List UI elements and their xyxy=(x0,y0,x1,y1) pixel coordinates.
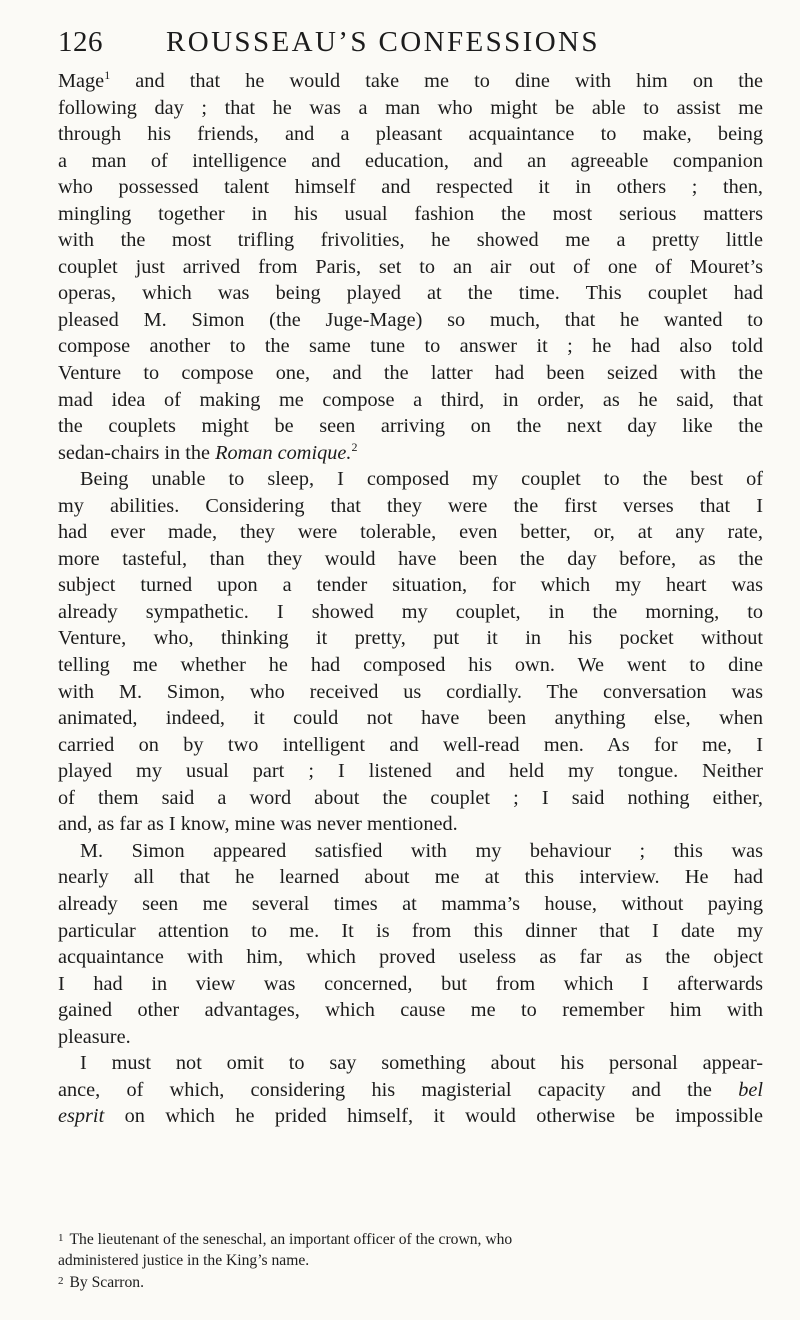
text-line xyxy=(58,864,763,891)
italic-text: bel xyxy=(738,1078,763,1101)
text-line xyxy=(58,732,763,759)
text-line xyxy=(58,466,763,493)
text-run: M. Simon appeared satisfied with my behaviour ; this was xyxy=(80,839,763,862)
text-line xyxy=(58,971,763,998)
text-line xyxy=(58,918,763,945)
text-line xyxy=(58,652,763,679)
text-line xyxy=(58,333,763,360)
text-run: compose another to the same tune to answer it ; he had also told xyxy=(58,335,763,358)
text-line xyxy=(58,599,763,626)
text-run: carried on by two intelligent and well-read men. As for me, I xyxy=(58,733,763,756)
page-header xyxy=(58,24,758,64)
italic-text: esprit xyxy=(58,1105,105,1128)
text-line xyxy=(58,838,763,865)
text-line xyxy=(58,1103,763,1130)
text-run: sedan-chairs in the xyxy=(58,441,216,464)
text-run: telling me whether he had composed his own. We went to dine xyxy=(58,654,763,677)
text-line xyxy=(58,705,763,732)
text-line xyxy=(58,944,763,971)
text-run: Venture, who, thinking it pretty, put it in his pocket without xyxy=(58,627,763,650)
text-line xyxy=(58,254,763,281)
text-run: the couplets might be seen arriving on the next day like the xyxy=(58,415,763,438)
text-run: acquaintance with him, which proved useless as far as the object xyxy=(58,946,763,969)
text-line xyxy=(58,1050,763,1077)
text-line xyxy=(58,785,763,812)
text-run: through his friends, and a pleasant acquaintance to make, being xyxy=(58,123,763,146)
text-run: Mage xyxy=(58,70,105,92)
body-text xyxy=(58,68,763,1130)
page-number: 126 xyxy=(58,26,103,58)
text-run: pleasure. xyxy=(58,1025,131,1048)
text-line xyxy=(58,148,763,175)
text-run: had ever made, they were tolerable, even better, or, at any rate, xyxy=(58,521,763,544)
footnote-ref: 2 xyxy=(351,439,358,454)
text-run: who possessed talent himself and respected it in others ; then, xyxy=(58,176,763,199)
text-run: with the most trifling frivolities, he showed me a pretty little xyxy=(58,229,763,252)
footnote-text: administered justice in the King’s name. xyxy=(58,1252,310,1269)
text-run: animated, indeed, it could not have been anything else, when xyxy=(58,707,763,730)
text-run: already sympathetic. I showed my couplet, in the morning, to xyxy=(58,600,763,623)
text-run: subject turned upon a tender situation, for which my heart was xyxy=(58,574,763,597)
text-run: ance, of which, considering his magisterial capacity and the xyxy=(58,1078,739,1101)
text-run: Being unable to sleep, I composed my couplet to the best of xyxy=(80,468,763,491)
footnotes xyxy=(58,1228,768,1293)
text-line xyxy=(58,95,763,122)
text-line xyxy=(58,1077,763,1104)
text-run: nearly all that he learned about me at this interview. He had xyxy=(58,866,763,889)
text-line xyxy=(58,227,763,254)
text-line xyxy=(58,280,763,307)
text-run: and, as far as I know, mine was never mentioned. xyxy=(58,813,458,836)
text-run: I had in view was concerned, but from which I afterwards xyxy=(58,972,763,995)
text-run: played my usual part ; I listened and held my tongue. Neither xyxy=(58,760,763,783)
footnote-ref: 1 xyxy=(104,68,111,82)
text-line xyxy=(58,440,763,467)
text-run: gained other advantages, which cause me to remember him with xyxy=(58,999,763,1022)
text-line xyxy=(58,625,763,652)
text-run: a man of intelligence and education, and an agreeable companion xyxy=(58,149,763,172)
text-line xyxy=(58,546,763,573)
footnote-line xyxy=(58,1250,768,1271)
text-run: already seen me several times at mamma’s house, without paying xyxy=(58,892,763,915)
text-run: pleased M. Simon (the Juge-Mage) so much, that he wanted to xyxy=(58,308,763,331)
text-line xyxy=(58,201,763,228)
text-run: and that he would take me to dine with him on the xyxy=(110,70,763,92)
text-run: mad idea of making me compose a third, in order, as he said, that xyxy=(58,388,763,411)
footnote-mark: 1 xyxy=(58,1232,64,1244)
text-line xyxy=(58,572,763,599)
text-run: mingling together in his usual fashion the most serious matters xyxy=(58,202,763,225)
text-run: more tasteful, than they would have been the day before, as the xyxy=(58,547,763,570)
text-line xyxy=(58,997,763,1024)
text-line xyxy=(58,68,763,95)
text-line xyxy=(58,307,763,334)
text-run: I must not omit to say something about his personal appear- xyxy=(80,1052,763,1075)
footnote-line xyxy=(58,1271,768,1293)
footnote-line xyxy=(58,1228,768,1250)
text-line xyxy=(58,387,763,414)
text-line xyxy=(58,493,763,520)
text-line xyxy=(58,1024,763,1051)
italic-text: Roman comique. xyxy=(215,441,352,464)
footnote-text: The lieutenant of the seneschal, an important officer of the crown, who xyxy=(69,1231,513,1248)
text-line xyxy=(58,121,763,148)
text-line xyxy=(58,360,763,387)
text-line xyxy=(58,811,763,838)
footnote-mark: 2 xyxy=(58,1275,64,1287)
running-title: ROUSSEAU’S CONFESSIONS xyxy=(166,26,600,58)
footnote-text: By Scarron. xyxy=(69,1274,144,1291)
text-run: with M. Simon, who received us cordially. The conversation was xyxy=(58,680,763,703)
text-run: following day ; that he was a man who might be able to assist me xyxy=(58,96,763,119)
text-run: operas, which was being played at the time. This couplet had xyxy=(58,282,763,305)
text-line xyxy=(58,758,763,785)
text-line xyxy=(58,174,763,201)
text-run: on which he prided himself, it would otherwise be impossible xyxy=(104,1105,763,1128)
text-run: my abilities. Considering that they were the first verses that I xyxy=(58,494,763,517)
text-run: particular attention to me. It is from this dinner that I date my xyxy=(58,919,763,942)
text-line xyxy=(58,519,763,546)
text-run: Venture to compose one, and the latter had been seized with the xyxy=(58,362,763,385)
text-line xyxy=(58,891,763,918)
text-line xyxy=(58,413,763,440)
text-run: of them said a word about the couplet ; I said nothing either, xyxy=(58,786,763,809)
text-run: couplet just arrived from Paris, set to an air out of one of Mouret’s xyxy=(58,255,763,278)
text-line xyxy=(58,679,763,706)
